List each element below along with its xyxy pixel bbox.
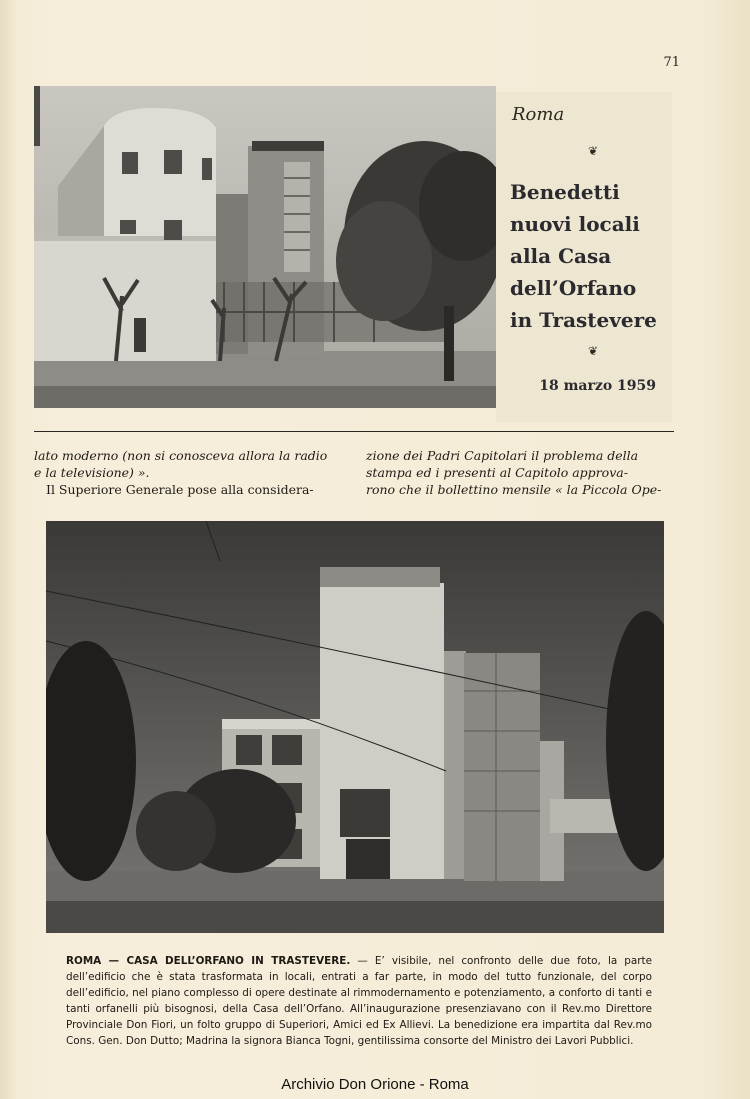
body-line: zione dei Padri Capitolari il problema della: [366, 448, 639, 463]
headline-line: Benedetti: [510, 180, 620, 204]
page-number: 71: [663, 55, 680, 70]
caption-lead: ROMA — CASA DELL’ORFANO IN TRASTEVERE.: [66, 955, 351, 967]
headline-line: nuovi locali: [510, 212, 640, 236]
ornament-icon: ❦: [588, 144, 599, 158]
article-kicker: Roma: [512, 104, 565, 125]
divider: [34, 431, 674, 432]
body-line: lato moderno (non si conosceva allora la radio: [34, 448, 328, 463]
archive-footer: Archivio Don Orione - Roma: [281, 1076, 469, 1093]
body-line: rono che il bollettino mensile « la Piccola Ope-: [366, 482, 662, 497]
headline-line: in Trastevere: [510, 308, 657, 332]
article-title-block: [496, 92, 672, 422]
article-headline: [510, 176, 670, 336]
body-column-left: [34, 447, 346, 498]
ornament-icon: ❦: [588, 344, 599, 358]
photo-caption: [66, 953, 652, 1049]
headline-line: alla Casa: [510, 244, 612, 268]
headline-line: dell’Orfano: [510, 276, 637, 300]
photo-building-after: [46, 521, 664, 933]
body-line: e la televisione) ».: [34, 465, 150, 480]
body-column-right: [366, 447, 678, 498]
body-line: Il Superiore Generale pose alla considera-: [46, 482, 314, 497]
caption-text: — E’ visibile, nel confronto delle due foto, la parte dell’edificio che è stata trasformata in locali, entrati a far parte, in modo del tutto funzionale, del corpo dell’edificio, nel piano complesso di opere destinate al rimmodernamento e potenziamento, a conforto di tanti e tanti orfanelli più bisognosi, della Casa dell’Orfano. All’inaugurazione presenziavano con il Rev.mo Direttore Provinciale Don Fiori, un folto gruppo di Superiori, Amici ed Ex Allievi. La benedizione era impartita dal Rev.mo Cons. Gen. Don Dutto; Madrina la signora Bianca Togni, gentilissima consorte del Ministro dei Lavori Pubblici.: [66, 955, 653, 1047]
photo-building-before: [34, 86, 496, 408]
article-date: 18 marzo 1959: [539, 378, 656, 394]
body-line: stampa ed i presenti al Capitolo approva-: [366, 465, 628, 480]
